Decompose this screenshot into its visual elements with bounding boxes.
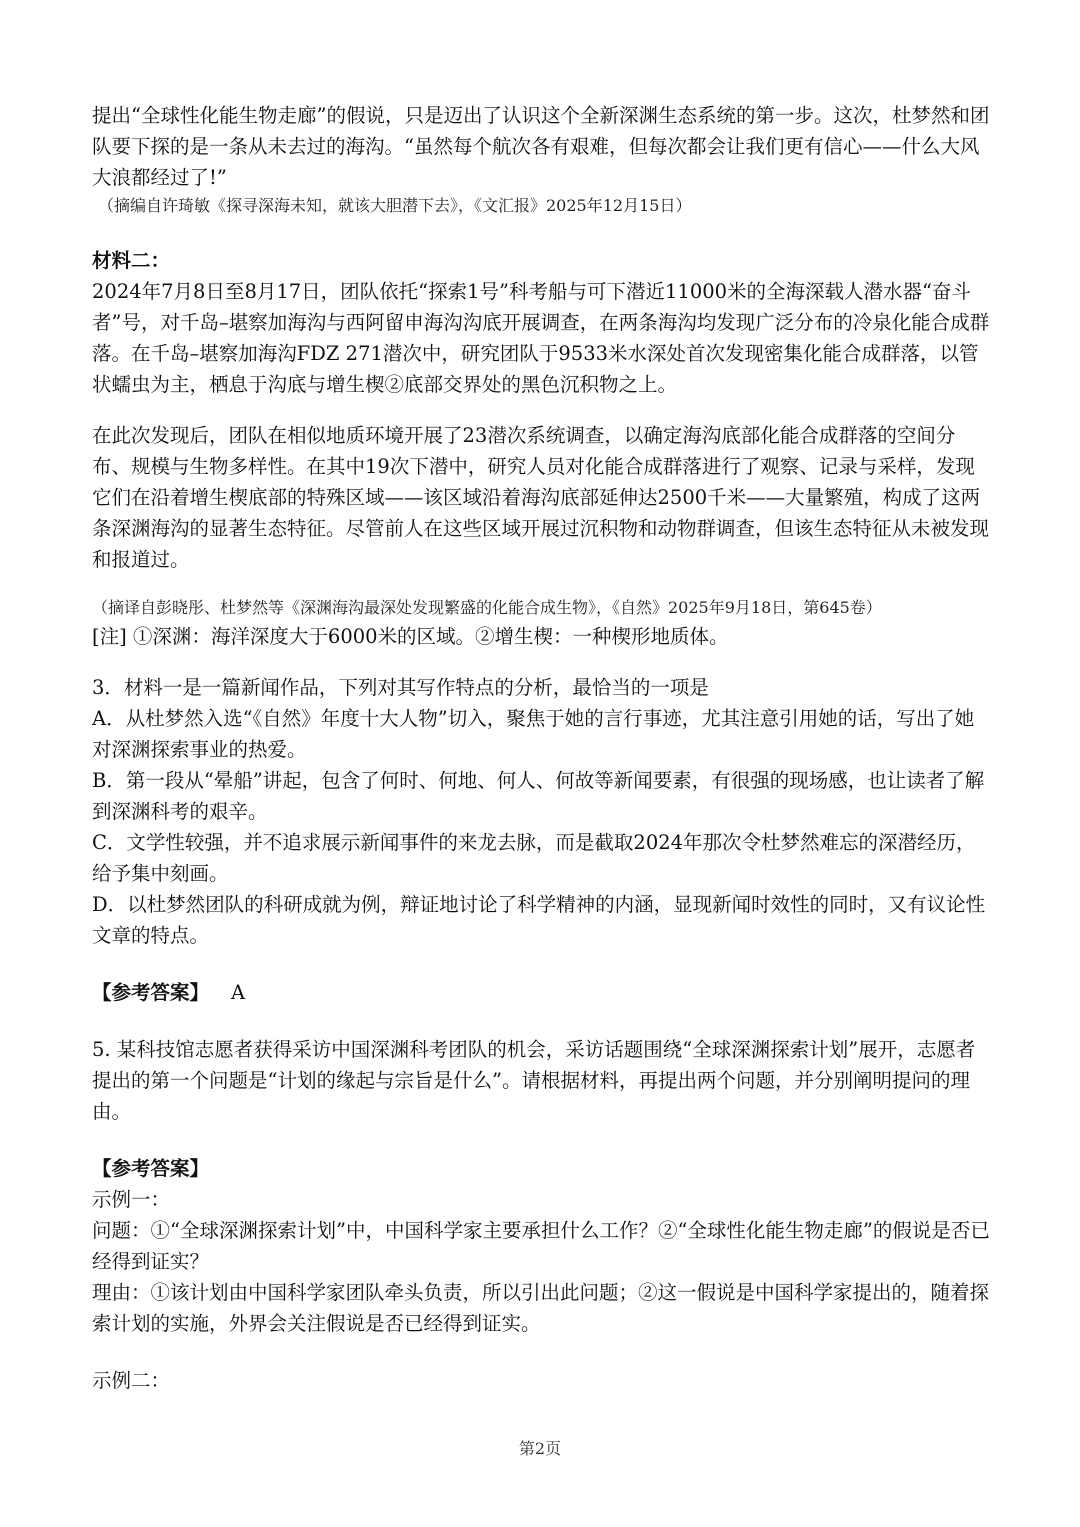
question3-stem: 3．材料一是一篇新闻作品，下列对其写作特点的分析，最恰当的一项是 (92, 676, 709, 699)
material1-tail-paragraph: 提出“全球性化能生物走廊”的假说，只是迈出了认识这个全新深渊生态系统的第一步。这次，杜梦然和团队要下探的是一条从未去过的海沟。“虽然每个航次各有艰难，但每次都会让我们更有信心——什么大风大浪都经过了!” (92, 104, 990, 189)
answer-value: A (231, 981, 246, 1004)
question3-option-d: D．以杜梦然团队的科研成就为例，辩证地讨论了科学精神的内涵，显现新闻时效性的同时，又有议论性文章的特点。 (92, 893, 986, 947)
question3-option-a: A．从杜梦然入选“《自然》年度十大人物”切入，聚焦于她的言行事迹，尤其注意引用她的话，写出了她对深渊探索事业的热爱。 (92, 707, 975, 761)
material2-paragraph-2: 在此次发现后，团队在相似地质环境开展了23潜次系统调查，以确定海沟底部化能合成群落的空间分布、规模与生物多样性。在其中19次下潜中，研究人员对化能合成群落进行了观察、记录与采样，发现它们在沿着增生楔底部的特殊区域——该区域沿着海沟底部延伸达2500千米——大量繁殖，构成了这两条深渊海沟的显著生态特征。尽管前人在这些区域开展过沉积物和动物群调查，但该生态特征从未被发现和报道过。 (92, 424, 990, 571)
material1-source: （摘编自许琦敏《探寻深海未知，就该大胆潜下去》，《文汇报》2025年12月15日） (98, 196, 692, 215)
question3-option-b: B．第一段从“晕船”讲起，包含了何时、何地、何人、何故等新闻要素，有很强的现场感，也让读者了解到深渊科考的艰辛。 (92, 769, 985, 823)
example1-reason: 理由：①该计划由中国科学家团队牵头负责，所以引出此问题；②这一假说是中国科学家提出的，随着探索计划的实施，外界会关注假说是否已经得到证实。 (92, 1281, 990, 1335)
material2-heading: 材料二： (92, 249, 171, 272)
material2-source: （摘译自彭晓彤、杜梦然等《深渊海沟最深处发现繁盛的化能合成生物》，《自然》2025年9月18日，第645卷） (92, 598, 882, 617)
question5-answer-label: 【参考答案】 (92, 1157, 210, 1180)
question5-stem: 5. 某科技馆志愿者获得采访中国深渊科考团队的机会，采访话题围绕“全球深渊探索计划”展开，志愿者提出的第一个问题是“计划的缘起与宗旨是什么”。请根据材料，再提出两个问题，并分别阐明提问的理由。 (92, 1038, 976, 1123)
page-number: 第2页 (518, 1439, 562, 1458)
material2-paragraph-1: 2024年7月8日至8月17日，团队依托“探索1号”科考船与可下潜近11000米的全海深载人潜水器“奋斗者”号，对千岛–堪察加海沟与西阿留申海沟沟底开展调查，在两条海沟均发现广泛分布的冷泉化能合成群落。在千岛–堪察加海沟FDZ 271潜次中，研究团队于9533米水深处首次发现密集化能合成群落，以管状蠕虫为主，栖息于沟底与增生楔②底部交界处的黑色沉积物之上。 (92, 280, 990, 396)
question3-answer (92, 977, 992, 1008)
example1-question: 问题：①“全球深渊探索计划”中，中国科学家主要承担什么工作？②“全球性化能生物走廊”的假说是否已经得到证实？ (92, 1219, 990, 1273)
answer-label: 【参考答案】 (92, 981, 210, 1004)
document-page (92, 100, 992, 1396)
example1-label: 示例一： (92, 1188, 171, 1211)
question3-option-c: C．文学性较强，并不追求展示新闻事件的来龙去脉，而是截取2024年那次令杜梦然难忘的深潜经历，给予集中刻画。 (92, 831, 976, 885)
example2-label: 示例二： (92, 1369, 171, 1392)
material2-note: [注] ①深渊：海洋深度大于6000米的区域。②增生楔：一种楔形地质体。 (92, 625, 729, 648)
